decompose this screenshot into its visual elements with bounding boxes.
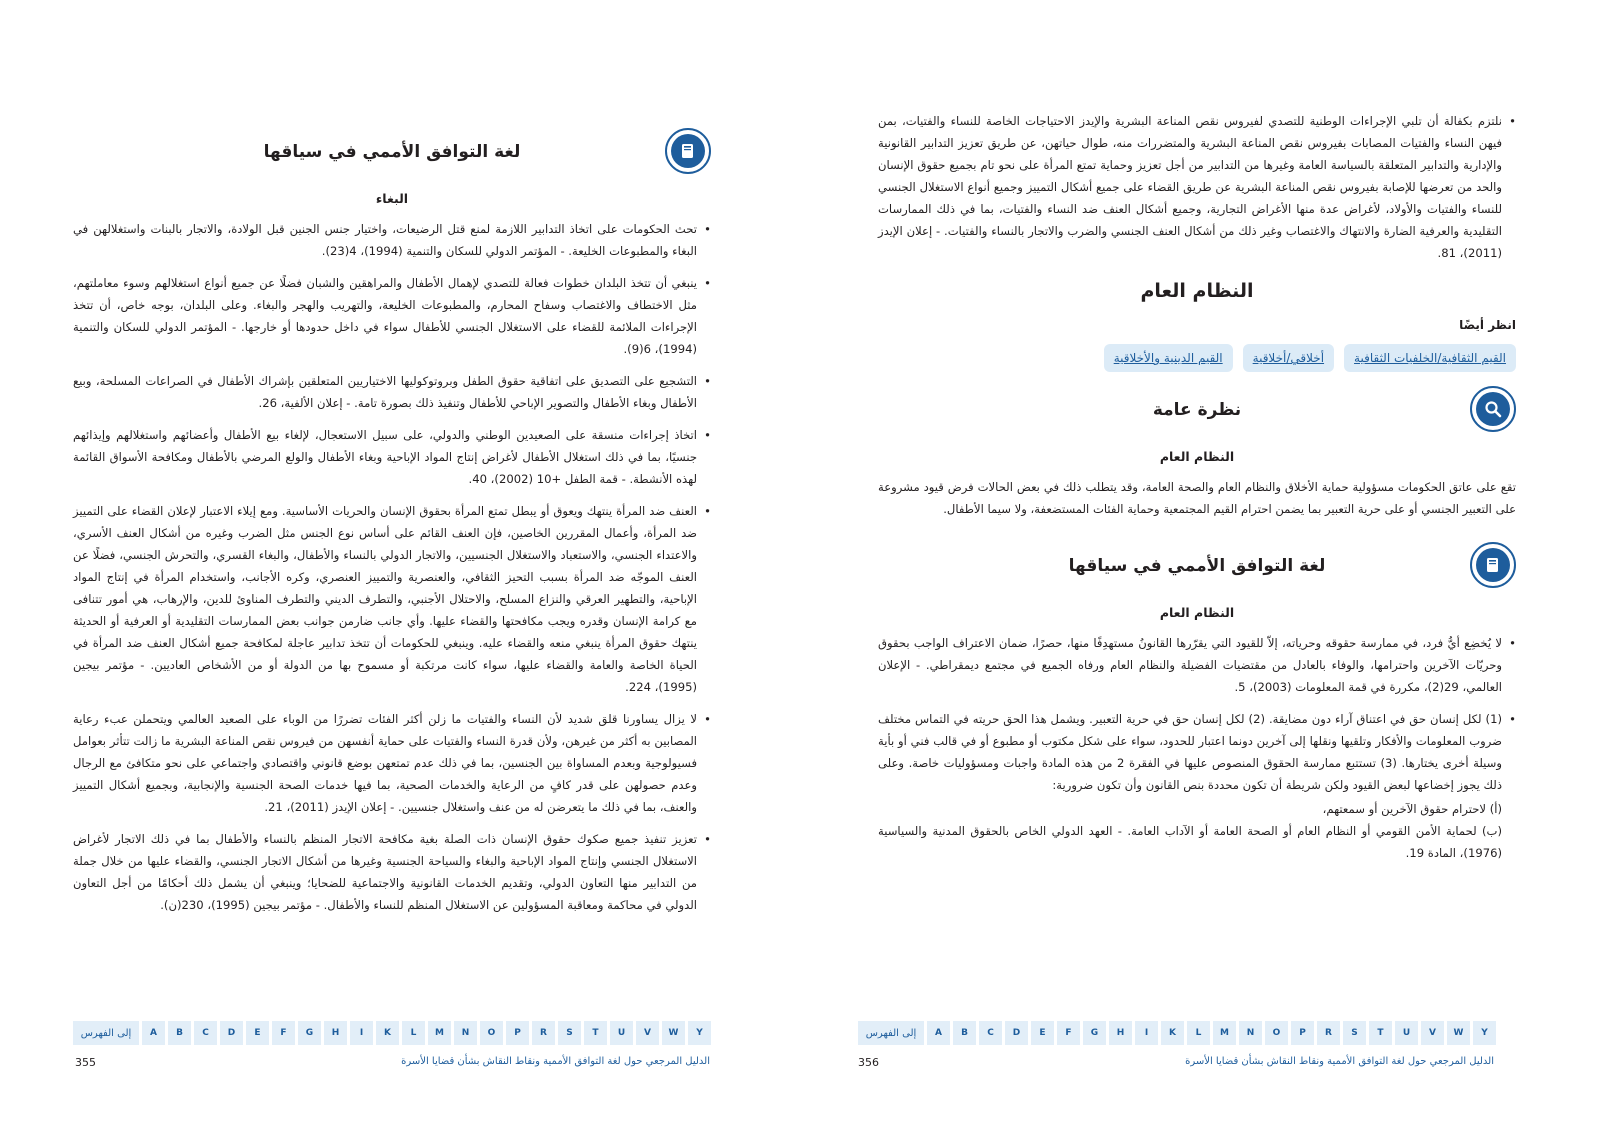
page-number: 355 bbox=[75, 1056, 96, 1069]
letter-link[interactable]: M bbox=[428, 1021, 451, 1045]
letter-link[interactable]: G bbox=[298, 1021, 321, 1045]
book-icon bbox=[665, 128, 711, 174]
context-subheading: النظام العام bbox=[1159, 605, 1235, 620]
overview-heading bbox=[878, 386, 1516, 434]
index-link[interactable]: إلى الفهرس bbox=[73, 1021, 139, 1045]
book-icon bbox=[1470, 542, 1516, 588]
overview-subheading: النظام العام bbox=[1159, 449, 1235, 464]
letter-link[interactable]: U bbox=[610, 1021, 633, 1045]
page-number: 356 bbox=[858, 1056, 879, 1069]
context-title: لغة التوافق الأممي في سياقها bbox=[1068, 556, 1326, 576]
overview-paragraph: تقع على عاتق الحكومات مسؤولية حماية الأخلاق والنظام العام والصحة العامة، وقد يتطلب ذلك في بعض الحالات فرض قيود مشروعة على التعبير الجنسي أو على حرية التعبير بما يضمن احترام القيم المجتمعية وحماية الفئات المستضعفة، ولا سيما الأطفال. bbox=[878, 480, 1516, 516]
letter-link[interactable]: R bbox=[1317, 1021, 1340, 1045]
letter-link[interactable]: F bbox=[272, 1021, 295, 1045]
see-also-link[interactable]: القيم الثقافية/الخلفيات الثقافية bbox=[1344, 344, 1516, 372]
letter-link[interactable]: L bbox=[402, 1021, 425, 1045]
list-item: • تحث الحكومات على اتخاذ التدابير اللازمة لمنع قتل الرضيعات، واختيار جنس الجنين قبل الولادة، والاتجار بالبنات واستغلالهن في البغاء والمطبوعات الخليعة. - المؤتمر الدولي للسكان والتنمية (1994)، 4(23). bbox=[73, 218, 711, 262]
sub-clause-b: (ب) لحماية الأمن القومي أو النظام العام أو الصحة العامة أو الآداب العامة. - العهد الدولي الخاص بالحقوق المدنية والسياسية (1976)، المادة 19. bbox=[878, 824, 1502, 860]
quote-list bbox=[73, 218, 711, 916]
index-link[interactable]: إلى الفهرس bbox=[858, 1021, 924, 1045]
magnifier-icon bbox=[1470, 386, 1516, 432]
alphabet-nav bbox=[858, 1021, 1496, 1045]
letter-link[interactable]: S bbox=[1343, 1021, 1366, 1045]
running-footer: الدليل المرجعي حول لغة التوافق الأممية ونقاط النقاش بشأن قضايا الأسرة bbox=[401, 1056, 710, 1067]
section-subheading: البغاء bbox=[375, 191, 409, 206]
sub-clause-a: (أ) لاحترام حقوق الآخرين أو سمعتهم، bbox=[1322, 802, 1502, 816]
list-item: • اتخاذ إجراءات منسقة على الصعيدين الوطني والدولي، على سبيل الاستعجال، لإلغاء بيع الأطفال وأعضائهم واستغلالهم وإيذائهم جنسيًا، بما في ذلك استغلال الأطفال لأغراض إنتاج المواد الإباحية وبغاء الأطفال والولع المرضي بالأطفال ومكافحة الأسواق القائمة لهذه الأنشطة. - قمة الطفل +10 (2002)، 40. bbox=[73, 424, 711, 490]
running-footer: الدليل المرجعي حول لغة التوافق الأممية ونقاط النقاش بشأن قضايا الأسرة bbox=[1185, 1056, 1494, 1067]
letter-link[interactable]: R bbox=[532, 1021, 555, 1045]
letter-link[interactable]: P bbox=[506, 1021, 529, 1045]
letter-link[interactable]: N bbox=[1239, 1021, 1262, 1045]
letter-link[interactable]: O bbox=[1265, 1021, 1288, 1045]
letter-link[interactable]: L bbox=[1187, 1021, 1210, 1045]
page-356 bbox=[800, 0, 1600, 1130]
list-item: • لا يزال يساورنا قلق شديد لأن النساء والفتيات ما زلن أكثر الفئات تضررًا من الوباء على الصعيد العالمي ويتحملن عبء رعاية المصابين به أكثر من غيرهن، ولأن قدرة النساء والفتيات على حماية أنفسهن من فيروس نقص المناعة البشرية ما زالت تتأثر بعوامل فسيولوجية وبعدم المساواة بين الجنسين، بما في ذلك عدم تمتعهن بوضع قانوني واقتصادي واجتماعي على نحو متكافئ مع الرجال وعدم حصولهن على قدر كافٍ من الرعاية والخدمات الصحية، بما فيها خدمات الصحة الجنسية والإنجابية، وبجميع أشكال التمييز والعنف، بما في ذلك ما يتعرضن له من عنف واستغلال جنسيين. - إعلان الإيدز (2011)، 21. bbox=[73, 708, 711, 818]
letter-link[interactable]: B bbox=[168, 1021, 191, 1045]
list-item: • نلتزم بكفالة أن تلبي الإجراءات الوطنية للتصدي لفيروس نقص المناعة البشرية والإيدز الاحتياجات الخاصة للنساء والفتيات، بمن فيهن النساء والفتيات المصابات بفيروس نقص المناعة البشرية والمتضررات منه، طوال حياتهن، عن طريق تعزيز التدابير القانونية والإدارية والتدابير المتعلقة بالسياسة العامة وغيرها من التدابير من أجل تعزيز وحماية تمتع المرأة على نحو تام بجميع حقوق الإنسان والحد من تعرضها للإصابة بفيروس نقص المناعة البشرية عن طريق القضاء على جميع أشكال التمييز وجميع أنواع الاستغلال الجنسي للنساء والفتيات والأولاد، لأغراض عدة منها الأغراض التجارية، وجميع أشكال العنف ضد النساء والفتيات، بما في ذلك الممارسات التقليدية والعرفية الضارة والانتهاك والاغتصاب وغير ذلك من أشكال العنف الجنسي والضرب والاتجار بالنساء والفتيات. - إعلان الإيدز (2011)، 81. bbox=[878, 110, 1516, 264]
letter-link[interactable]: V bbox=[1421, 1021, 1444, 1045]
letter-link[interactable]: V bbox=[636, 1021, 659, 1045]
letter-link[interactable]: K bbox=[376, 1021, 399, 1045]
see-also-label: انظر أيضًا bbox=[1459, 318, 1516, 332]
right-column bbox=[878, 110, 1516, 864]
letter-link[interactable]: K bbox=[1161, 1021, 1184, 1045]
see-also-links bbox=[878, 344, 1516, 372]
letter-link[interactable]: N bbox=[454, 1021, 477, 1045]
letter-link[interactable]: O bbox=[480, 1021, 503, 1045]
quote-list bbox=[878, 110, 1516, 264]
letter-link[interactable]: C bbox=[194, 1021, 217, 1045]
letter-link[interactable]: Y bbox=[1473, 1021, 1496, 1045]
letter-link[interactable]: G bbox=[1083, 1021, 1106, 1045]
letter-link[interactable]: H bbox=[324, 1021, 347, 1045]
letter-link[interactable]: A bbox=[927, 1021, 950, 1045]
list-item: • ينبغي أن تتخذ البلدان خطوات فعالة للتصدي لإهمال الأطفال والمراهقين والشبان فضلًا عن جميع أنواع استغلالهم وسوء معاملتهم، مثل الاختطاف والاغتصاب وسفاح المحارم، والمطبوعات الخليعة، والتهريب والهجر والبغاء. وعلى البلدان، بوجه خاص، أن تتخذ الإجراءات الملائمة للقضاء على الاستغلال الجنسي للأطفال سواء في داخل حدودها أو خارجها. - المؤتمر الدولي للسكان والتنمية (1994)، 6(9). bbox=[73, 272, 711, 360]
list-item: • (1) لكل إنسان حق في اعتناق آراء دون مضايقة. (2) لكل إنسان حق في حرية التعبير. ويشمل هذا الحق حريته في التماس مختلف ضروب المعلومات والأفكار وتلقيها ونقلها إلى آخرين دونما اعتبار للحدود، سواء على شكل مكتوب أو مطبوع أو في قالب فني أو بأية وسيلة أخرى يختارها. (3) تستتبع ممارسة الحقوق المنصوص عليها في الفقرة 2 من هذه المادة واجبات ومسؤوليات خاصة. وعلى ذلك يجوز إخضاعها لبعض القيود ولكن شريطة أن تكون محددة بنص القانون وأن تكون ضرورية: bbox=[878, 708, 1516, 796]
letter-link[interactable]: T bbox=[1369, 1021, 1392, 1045]
see-also-link[interactable]: القيم الدينية والأخلاقية bbox=[1104, 344, 1233, 372]
list-item: • تعزيز تنفيذ جميع صكوك حقوق الإنسان ذات الصلة بغية مكافحة الاتجار المنظم بالنساء والأطفال بما في ذلك الاتجار لأغراض الاستغلال الجنسي وإنتاج المواد الإباحية والبغاء والسياحة الجنسية وغيرها من أشكال الاتجار الجنسي، والقضاء عليها من خلال جملة من التدابير منها التعاون الدولي، وتقديم الخدمات القانونية والاجتماعية للضحايا؛ وينبغي أن يشمل ذلك أحكامًا من أجل التعاون الدولي في محاكمة ومعاقبة المسؤولين عن الاستغلال المنظم للنساء والأطفال. - مؤتمر بيجين (1995)، 230(ن). bbox=[73, 828, 711, 916]
letter-link[interactable]: F bbox=[1057, 1021, 1080, 1045]
letter-link[interactable]: I bbox=[350, 1021, 373, 1045]
letter-link[interactable]: T bbox=[584, 1021, 607, 1045]
page-title: لغة التوافق الأممي في سياقها bbox=[263, 142, 521, 162]
letter-link[interactable]: D bbox=[1005, 1021, 1028, 1045]
left-context-heading bbox=[73, 128, 711, 176]
letter-link[interactable]: E bbox=[246, 1021, 269, 1045]
section-title: النظام العام bbox=[1140, 280, 1254, 302]
letter-link[interactable]: I bbox=[1135, 1021, 1158, 1045]
right-context-heading bbox=[878, 542, 1516, 590]
list-item: • التشجيع على التصديق على اتفاقية حقوق الطفل وبروتوكوليها الاختياريين المتعلقين بإشراك الأطفال في الصراعات المسلحة، وبيع الأطفال وبغاء الأطفال والتصوير الإباحي للأطفال وتنفيذ ذلك بصورة تامة. - إعلان الألفية، 26. bbox=[73, 370, 711, 414]
letter-link[interactable]: Y bbox=[688, 1021, 711, 1045]
letter-link[interactable]: M bbox=[1213, 1021, 1236, 1045]
see-also-link[interactable]: أخلاقي/أخلاقية bbox=[1243, 344, 1334, 372]
letter-link[interactable]: D bbox=[220, 1021, 243, 1045]
alphabet-nav bbox=[73, 1021, 711, 1045]
letter-link[interactable]: U bbox=[1395, 1021, 1418, 1045]
letter-link[interactable]: H bbox=[1109, 1021, 1132, 1045]
left-column bbox=[73, 128, 711, 926]
overview-title: نظرة عامة bbox=[1152, 400, 1242, 420]
letter-link[interactable]: W bbox=[662, 1021, 685, 1045]
letter-link[interactable]: P bbox=[1291, 1021, 1314, 1045]
letter-link[interactable]: E bbox=[1031, 1021, 1054, 1045]
quote-list bbox=[878, 632, 1516, 796]
letter-link[interactable]: C bbox=[979, 1021, 1002, 1045]
letter-link[interactable]: A bbox=[142, 1021, 165, 1045]
list-item: • العنف ضد المرأة ينتهك ويعوق أو يبطل تمتع المرأة بحقوق الإنسان والحريات الأساسية. ومع إيلاء الاعتبار لإعلان القضاء على التمييز ضد المرأة، وأعمال المقررين الخاصين، فإن العنف القائم على أساس نوع الجنس مثل الضرب وغيره من أشكال العنف الأسري، والاعتداء الجنسي، والاستعباد والاستغلال الجنسيين، والاتجار الدولي بالنساء والأطفال، والبغاء القسري، والتحرش الجنسي، فضلًا عن العنف الموجّه ضد المرأة بسبب التحيز الثقافي، والعنصرية والتمييز العنصري، وكره الأجانب، واستخدام المرأة في إنتاج المواد الإباحية، والتطهير العرقي والنزاع المسلح، والاحتلال الأجنبي، والتطرف الديني والتطرف المناوئ للدين، والإرهاب، هي أمور تتنافى مع كرامة الإنسان وقدره ويجب مكافحتها والقضاء عليها. وأي جانب ضارمن جوانب بعض الممارسات التقليدية أو العرفية أو الحديثة ينتهك حقوق المرأة ينبغي منعه والقضاء عليه. وينبغي للحكومات أن تتخذ تدابير عاجلة لمكافحة جميع أشكال العنف ضد المرأة في الحياة الخاصة والعامة والقضاء عليها، سواء كانت مرتكبة أو مسموح بها من الدولة أو من الأشخاص العاديين. - مؤتمر بيجين (1995)، 224. bbox=[73, 500, 711, 698]
letter-link[interactable]: S bbox=[558, 1021, 581, 1045]
letter-link[interactable]: B bbox=[953, 1021, 976, 1045]
letter-link[interactable]: W bbox=[1447, 1021, 1470, 1045]
list-item: • لا يُخضِع أيُّ فرد، في ممارسة حقوقه وحرياته، إلاّ للقيود التي يقرّرها القانونُ مستهدِفًا منها، حصرًا، ضمان الاعتراف الواجب بحقوق وحريّات الآخرين واحترامها، والوفاء بالعادل من مقتضيات الفضيلة والنظام العام ورفاه الجميع في مجتمع ديمقراطي. - الإعلان العالمي، 29(2)، مكررة في قمة المعلومات (2003)، 5. bbox=[878, 632, 1516, 698]
